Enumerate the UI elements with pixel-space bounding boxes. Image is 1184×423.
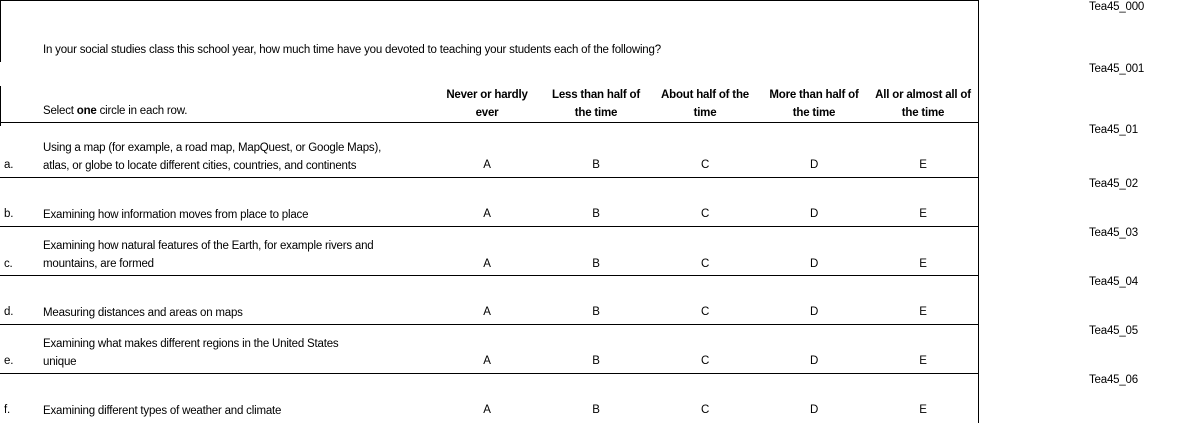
column-header-line2: the time [792,107,836,119]
response-option-a[interactable]: A [483,306,491,318]
row-letter: f. [4,404,10,416]
row-statement [43,188,308,224]
row-statement [43,286,243,322]
row-statement-line1 [43,188,308,206]
response-option-a[interactable]: A [483,208,491,220]
response-option-c[interactable]: C [700,208,710,220]
variable-code: Tea45_000 [1089,1,1145,13]
row-statement-line1: Examining what makes different regions in the United States [43,338,339,350]
variable-code: Tea45_05 [1089,325,1138,337]
row-divider [0,373,978,374]
row-letter: a. [4,159,14,171]
column-header-line1: Never or hardly [446,89,528,101]
row-statement-line2: Measuring distances and areas on maps [43,307,243,319]
row-statement-line1: Using a map (for example, a road map, MapQuest, or Google Maps), [43,142,382,154]
response-option-d[interactable]: D [809,208,819,220]
row-statement-line2: unique [43,356,77,368]
row-statement-line2: atlas, or globe to locate different cities, countries, and continents [43,160,357,172]
response-option-d[interactable]: D [809,355,819,367]
response-option-c[interactable]: C [700,159,710,171]
response-option-a[interactable]: A [483,258,491,270]
instruction-prefix: Select [43,105,77,117]
response-option-b[interactable]: B [592,404,600,416]
header-divider [0,122,978,123]
row-divider [0,177,978,178]
question-text: In your social studies class this school year, how much time have you devoted to teaching your students each of the following? [43,44,661,56]
column-header-never [432,86,542,122]
row-letter: c. [4,258,13,270]
column-header-line1: All or almost all of [875,89,971,101]
response-option-c[interactable]: C [700,404,710,416]
instruction-text [43,105,187,117]
row-statement-line2: Examining how information moves from place to place [43,209,309,221]
left-border-top [0,0,1,62]
row-statement [43,335,338,371]
row-divider [0,275,978,276]
row-statement [43,237,374,273]
column-header-all-or-almost-all [868,86,978,122]
column-header-line1: Less than half of [552,89,640,101]
response-option-e[interactable]: E [919,404,927,416]
variable-code: Tea45_06 [1089,374,1138,386]
row-statement [43,139,381,175]
response-option-d[interactable]: D [809,306,819,318]
row-statement-line2: mountains, are formed [43,258,154,270]
row-statement-line1 [43,384,281,402]
row-divider [0,226,978,227]
response-option-e[interactable]: E [919,208,927,220]
row-letter: d. [4,306,14,318]
response-option-a[interactable]: A [483,159,491,171]
row-letter: e. [4,355,14,367]
row-statement [43,384,281,420]
row-statement-line1: Examining how natural features of the Earth, for example rivers and [43,240,374,252]
response-option-b[interactable]: B [592,355,600,367]
response-option-b[interactable]: B [592,159,600,171]
response-option-c[interactable]: C [700,258,710,270]
row-statement-line1 [43,286,243,304]
column-header-about-half [650,86,760,122]
response-option-c[interactable]: C [700,306,710,318]
column-header-line1: About half of the [661,89,749,101]
response-option-b[interactable]: B [592,306,600,318]
response-option-e[interactable]: E [919,355,927,367]
response-option-d[interactable]: D [809,159,819,171]
column-header-line2: the time [901,107,945,119]
column-header-line2: ever [475,107,499,119]
response-option-b[interactable]: B [592,258,600,270]
response-option-d[interactable]: D [809,258,819,270]
variable-code: Tea45_02 [1089,178,1138,190]
instruction-emphasis: one [76,105,97,117]
column-header-line2: time [693,107,717,119]
column-header-line1: More than half of [769,89,859,101]
column-header-more-than-half [759,86,869,122]
row-divider [0,324,978,325]
response-option-e[interactable]: E [919,159,927,171]
row-statement-line2: Examining different types of weather and climate [43,405,282,417]
row-letter: b. [4,208,14,220]
instruction-suffix: circle in each row. [96,105,188,117]
left-border-mid [0,86,1,126]
variable-code: Tea45_001 [1089,63,1145,75]
response-option-e[interactable]: E [919,258,927,270]
column-header-line2: the time [574,107,618,119]
response-option-e[interactable]: E [919,306,927,318]
response-option-b[interactable]: B [592,208,600,220]
variable-code: Tea45_03 [1089,227,1138,239]
response-option-a[interactable]: A [483,404,491,416]
response-option-c[interactable]: C [700,355,710,367]
variable-code: Tea45_01 [1089,124,1138,136]
variable-code: Tea45_04 [1089,276,1138,288]
response-option-a[interactable]: A [483,355,491,367]
column-header-less-than-half [541,86,651,122]
response-option-d[interactable]: D [809,404,819,416]
